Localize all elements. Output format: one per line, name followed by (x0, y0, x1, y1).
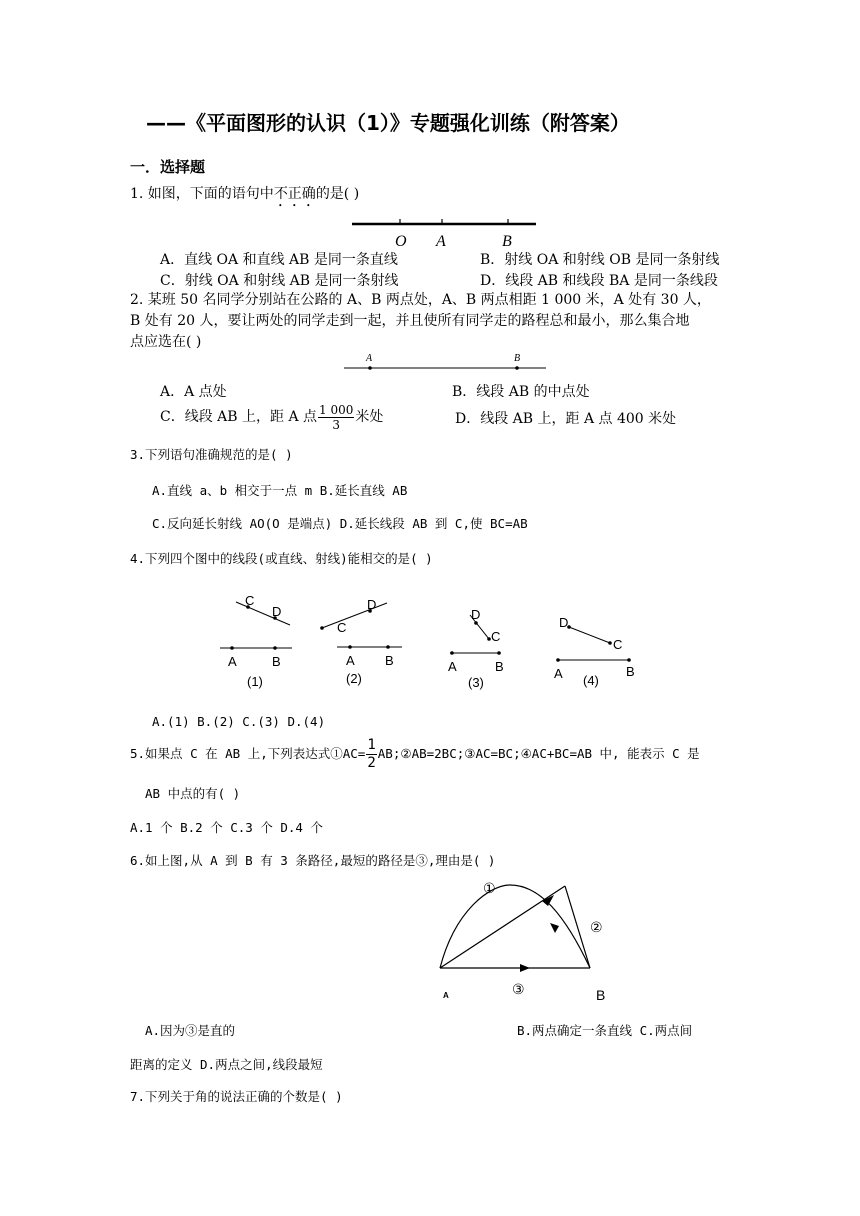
q2-fraction-den: 3 (332, 417, 341, 432)
q4-figures (210, 585, 650, 695)
q4-fig1-b-dot (273, 646, 277, 650)
q4-fig1-a-dot (230, 646, 234, 650)
q1-figure (350, 214, 540, 254)
q5-options: A.1 个 B.2 个 C.3 个 D.4 个 (130, 820, 323, 835)
q7-stem: 7.下列关于角的说法正确的个数是( ) (130, 1089, 343, 1104)
q1-point-a: A (436, 233, 446, 250)
q4-fig1-label: (1) (247, 674, 263, 689)
q4-fig3-c: C (491, 629, 501, 644)
q2-point-a: A (366, 353, 373, 364)
q6-label-1: ① (483, 881, 496, 897)
q2-option-c-fraction (318, 403, 354, 432)
q5-stem (130, 734, 700, 774)
q4-fig3-label: (3) (468, 675, 484, 690)
q6-path1-curve (440, 885, 590, 968)
q4-fig2-b-dot (386, 645, 390, 649)
page-title: ——《平面图形的认识（1）》专题强化训练（附答案） (146, 111, 630, 135)
q5-stem-line2: AB 中点的有( ) (145, 786, 241, 801)
q5-fraction-num: 1 (367, 737, 376, 753)
q4-fig4-c-dot (608, 641, 612, 645)
q3-options-ab: A.直线 a、b 相交于一点 m B.延长直线 AB (152, 483, 408, 498)
q4-fig2-d: D (367, 597, 377, 612)
q1-option-b: B．射线 OA 和射线 OB 是同一条射线 (480, 252, 720, 268)
q6-path2-down (565, 886, 590, 968)
q6-label-3: ③ (512, 982, 525, 998)
q4-fig1-a: A (228, 654, 237, 669)
q5-stem-pre: 5.如果点 C 在 AB 上,下列表达式①AC= (130, 746, 366, 761)
q3-options-cd: C.反向延长射线 AO(O 是端点) D.延长线段 AB 到 C,使 BC=AB (152, 516, 528, 531)
q2-stem-line2: B 处有 20 人，要让两处的同学走到一起，并且使所有同学走的路程总和最小，那么集合地 (130, 313, 690, 329)
q6-path1-arrow (550, 923, 559, 933)
q2-stem-line3: 点应选在( ) (130, 334, 202, 350)
q6-path3-arrow (520, 964, 530, 972)
q4-fig4-d: D (559, 615, 569, 630)
q2-figure (342, 350, 552, 374)
q2-point-b-dot (515, 366, 519, 370)
q4-fig2-a-dot (348, 645, 352, 649)
q1-point-b: B (502, 233, 512, 250)
q4-stem: 4.下列四个图中的线段(或直线、射线)能相交的是( ) (130, 551, 433, 566)
q4-fig4-a-dot (556, 658, 560, 662)
q1-stem (130, 185, 359, 210)
q1-option-c: C．射线 OA 和射线 AB 是同一条射线 (160, 273, 399, 289)
q2-point-b: B (514, 353, 521, 364)
q5-stem-post: AB;②AB=2BC;③AC=BC;④AC+BC=AB 中, 能表示 C 是 (377, 746, 700, 761)
q6-options-bc: B.两点确定一条直线 C.两点间 (517, 1023, 693, 1038)
q2-option-c-pre: C．线段 AB 上，距 A 点 (160, 409, 318, 425)
q2-point-a-dot (368, 366, 372, 370)
q4-fig3-a: A (448, 659, 457, 674)
q6-label-2: ② (590, 920, 603, 936)
q4-fig2-c-dot (320, 626, 324, 630)
q1-stem-emphasis: 不正确 (273, 186, 316, 202)
q6-stem: 6.如上图,从 A 到 B 有 3 条路径,最短的路径是③,理由是( ) (130, 853, 496, 868)
section-heading: 一．选择题 (130, 158, 206, 176)
q1-option-d: D．线段 AB 和线段 BA 是同一条线段 (480, 273, 718, 289)
q4-fig2-label: (2) (346, 671, 362, 686)
q2-option-c-post: 米处 (355, 409, 384, 425)
q4-fig4-b: B (626, 664, 635, 679)
q6-point-a: A (443, 991, 449, 1000)
q2-option-d: D．线段 AB 上，距 A 点 400 米处 (455, 411, 677, 427)
q6-point-b: B (596, 987, 606, 1003)
q6-figure (430, 870, 630, 1010)
q4-fig2-a: A (346, 653, 355, 668)
q2-fraction-num: 1 000 (319, 402, 354, 417)
q1-stem-part2: 的是( ) (315, 186, 360, 202)
q2-option-c (160, 402, 383, 432)
q1-stem-part1: 1. 如图，下面的语句中 (130, 186, 274, 202)
q4-fig4-c: C (613, 637, 623, 652)
q4-fig2-c: C (337, 620, 347, 635)
q4-fig3-b: B (495, 659, 504, 674)
q4-fig1-c: C (245, 593, 255, 608)
q4-fig3-b-dot (497, 651, 501, 655)
q6-options-line2: 距离的定义 D.两点之间,线段最短 (130, 1057, 323, 1072)
q4-fig4-label: (4) (583, 673, 599, 688)
q1-option-a: A．直线 OA 和直线 AB 是同一条直线 (160, 252, 398, 268)
q4-fig4-dc (569, 627, 610, 643)
q6-path2-up (440, 886, 565, 968)
q1-point-o: O (395, 233, 407, 250)
q2-stem-line1: 2. 某班 50 名同学分别站在公路的 A、B 两点处，A、B 两点相距 1 000 米，A 处有 30 人， (130, 292, 711, 308)
q3-stem: 3.下列语句准确规范的是( ) (130, 447, 293, 462)
q4-fig4-b-dot (627, 658, 631, 662)
q6-option-a: A.因为③是直的 (145, 1023, 236, 1038)
q2-option-a: A．A 点处 (160, 384, 227, 400)
q4-fig3-a-dot (450, 651, 454, 655)
q5-fraction (366, 737, 376, 772)
q4-fig3-d: D (471, 607, 481, 622)
q4-fig2-b: B (385, 653, 394, 668)
q4-options: A.(1) B.(2) C.(3) D.(4) (152, 714, 326, 729)
q4-fig2-cd (322, 603, 387, 628)
q5-fraction-den: 2 (367, 755, 376, 771)
q4-fig1-d: D (272, 604, 282, 619)
q4-fig4-a: A (554, 666, 563, 681)
q2-option-b: B．线段 AB 的中点处 (452, 384, 590, 400)
q4-fig1-b: B (272, 654, 281, 669)
